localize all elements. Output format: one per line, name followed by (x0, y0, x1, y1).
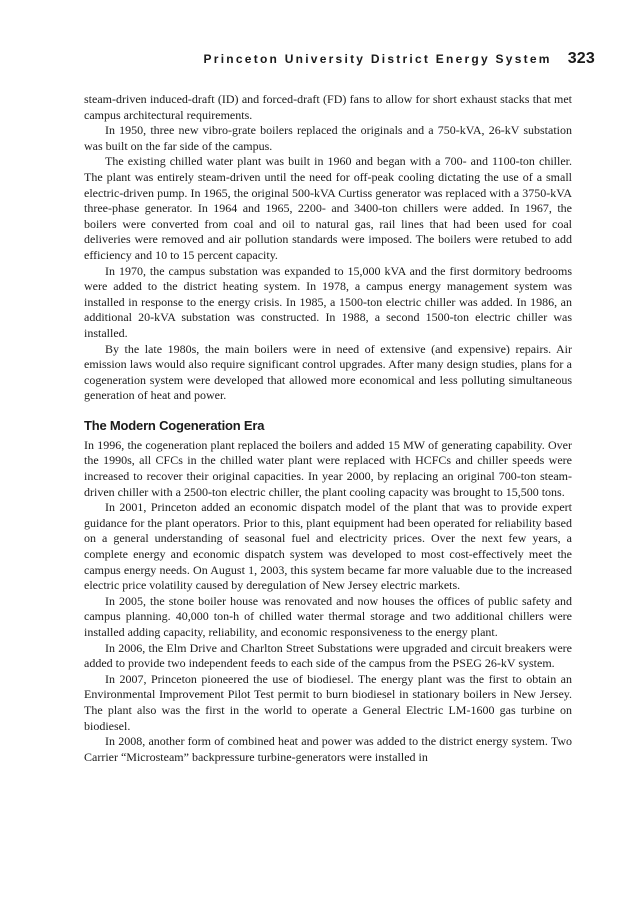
paragraph: In 1970, the campus substation was expanded to 15,000 kVA and the first dormitory bedrooms were added to the district heating system. In 1978, a campus energy management system was installed in response to the energy crisis. In 1985, a 1500-ton electric chiller was added. In 1986, an additional 20-kVA substation was constructed. In 1988, a second 1500-ton electric chiller was installed. (84, 263, 572, 340)
paragraph: In 2001, Princeton added an economic dispatch model of the plant that was to provide expert guidance for the plant operators. Prior to this, plant equipment had been operated for reliability based on a general understanding of seasonal fuel and electricity prices. Over the next few years, a complete energy and economic dispatch system was developed to most cost-effectively meet the campus energy needs. On August 1, 2003, this system became far more valuable due to the increased electric price volatility caused by deregulation of New Jersey electric markets. (84, 500, 572, 593)
running-title: Princeton University District Energy System (203, 52, 552, 66)
running-header (204, 50, 595, 68)
body-text (84, 92, 572, 765)
paragraph: By the late 1980s, the main boilers were in need of extensive (and expensive) repairs. Air emission laws would also require significant control upgrades. After many design studies, plans for a cogeneration system were developed that allowed more economical and less polluting simultaneous generation of heat and power. (84, 341, 572, 403)
page-number: 323 (567, 50, 595, 67)
paragraph: In 1950, three new vibro-grate boilers replaced the originals and a 750-kVA, 26-kV substation was built on the far side of the campus. (84, 123, 572, 153)
paragraph: In 2005, the stone boiler house was renovated and now houses the offices of public safety and campus planning. 40,000 ton-h of chilled water thermal storage and two additional chillers were installed adding capacity, reliability, and economic responsiveness to the energy plant. (84, 593, 572, 639)
paragraph: In 2008, another form of combined heat and power was added to the district energy system. Two Carrier “Microsteam” backpressure turbine-generators were installed in (84, 734, 572, 764)
paragraph: In 1996, the cogeneration plant replaced the boilers and added 15 MW of generating capability. Over the 1990s, all CFCs in the chilled water plant were replaced with HCFCs and chiller speeds were increased to recover their original capacities. In year 2000, by replacing an original 700-ton steam-driven chiller with a 2500-ton electric chiller, the plant cooling capacity was brought to 15,500 tons. (84, 437, 572, 499)
paragraph: steam-driven induced-draft (ID) and forced-draft (FD) fans to allow for short exhaust stacks that met campus architectural requirements. (84, 92, 572, 122)
paragraph: In 2006, the Elm Drive and Charlton Street Substations were upgraded and circuit breakers were added to provide two independent feeds to each side of the campus from the PSEG 26-kV system. (84, 640, 572, 671)
paragraph: In 2007, Princeton pioneered the use of biodiesel. The energy plant was the first to obtain an Environmental Improvement Pilot Test permit to burn biodiesel in stationary boilers in New Jersey. The plant also was the first in the world to operate a General Electric LM-1600 gas turbine on biodiesel. (84, 671, 572, 733)
section-heading: The Modern Cogeneration Era (84, 417, 265, 433)
paragraph: The existing chilled water plant was built in 1960 and began with a 700- and 1100-ton chiller. The plant was entirely steam-driven until the need for off-peak cooling dictating the use of a small electric-driven pump. In 1965, the original 500-kVA Curtiss generator was replaced with a 3750-kVA three-phase generator. In 1964 and 1965, 2200- and 3400-ton chillers were added. In 1967, the boilers were converted from coal and oil to natural gas, rail lines that had been used for coal deliveries were removed and air pollution standards were imposed. The boilers were retubed to add efficiency and 10 to 15 percent capacity. (84, 154, 572, 262)
